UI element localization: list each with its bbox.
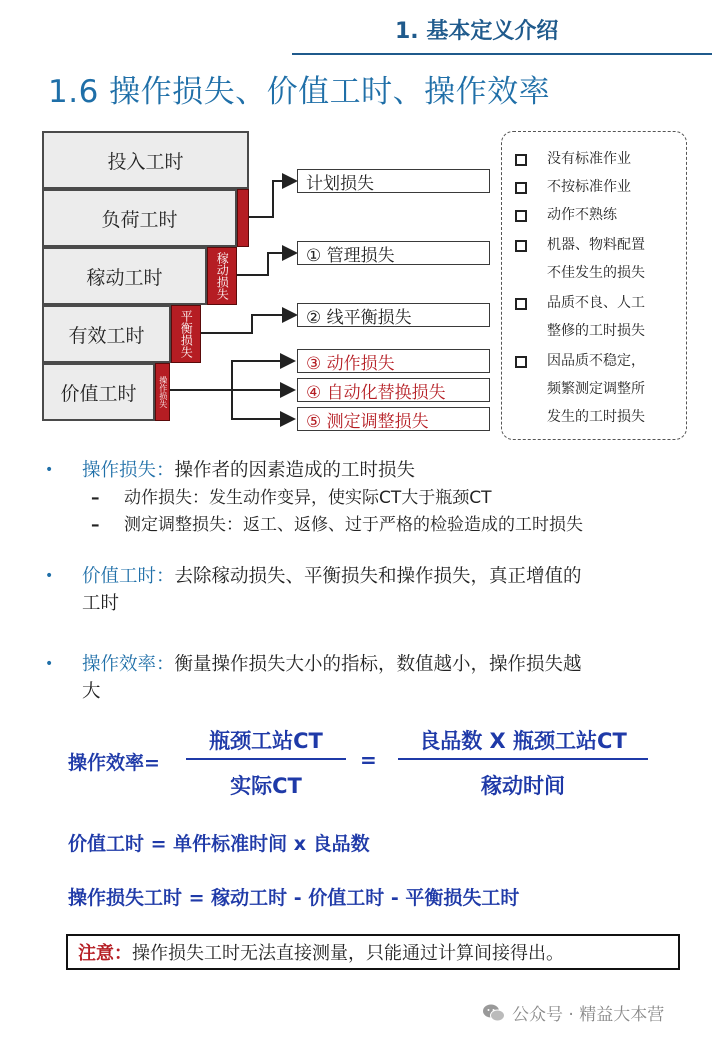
arrow-plan-loss — [249, 181, 296, 217]
checkbox-icon — [515, 240, 527, 252]
checkbox-icon — [515, 182, 527, 194]
checklist-item: 品质不良、人工 整修的工时损失 — [515, 289, 675, 345]
bar-value-time — [42, 363, 155, 421]
checklist-item: 因品质不稳定， 频繁测定调整所 发生的工时损失 — [515, 347, 675, 431]
bar-label: 稼动工时 — [86, 266, 163, 289]
loss-label-line-balance: ② 线平衡损失 — [297, 303, 490, 327]
dash-icon: – — [91, 488, 100, 508]
arrow-management-loss — [237, 253, 296, 275]
note-box — [66, 934, 680, 970]
dash-icon: – — [91, 515, 100, 535]
fraction2-bar — [398, 758, 648, 760]
bar-input-time — [42, 131, 249, 189]
loss-label-measure-adjust: ⑤ 测定调整损失 — [297, 407, 490, 431]
fraction1-bar — [186, 758, 346, 760]
fraction1-numerator: 瓶颈工站CT — [209, 729, 323, 753]
arrow-motion-loss — [232, 361, 294, 390]
checklist-item: 动作不熟练 — [515, 201, 675, 229]
bullet-operation-efficiency — [45, 651, 682, 705]
bar-effective-time — [42, 305, 171, 363]
bullet-text: 操作者的因素造成的工时损失 — [174, 460, 416, 481]
bullet-text: 衡量操作损失大小的指标，数值越小，操作损失越 — [174, 654, 582, 675]
note-label: 注意： — [78, 943, 132, 964]
bullet-operator-loss — [45, 457, 682, 484]
bar-label: 负荷工时 — [101, 208, 178, 231]
bullet-term: 操作损失： — [82, 460, 175, 481]
page-title: 1.6 操作损失、价值工时、操作效率 — [48, 74, 551, 110]
arrow-balance-loss — [201, 315, 296, 333]
loss-label-motion: ③ 动作损失 — [297, 349, 490, 373]
bullet-dot-icon: • — [45, 462, 54, 478]
loss-label-automation: ④ 自动化替换损失 — [297, 378, 490, 402]
bullet-dot-icon: • — [45, 568, 54, 584]
fraction2-denominator: 稼动时间 — [481, 774, 565, 798]
checklist-item: 机器、物料配置 不佳发生的损失 — [515, 231, 675, 287]
bar-load-time — [42, 189, 237, 247]
loss-label-management: ① 管理损失 — [297, 241, 490, 265]
checkbox-icon — [515, 298, 527, 310]
bullet-text: 工时 — [82, 593, 120, 614]
fraction2-numerator: 良品数 X 瓶颈工站CT — [419, 729, 627, 753]
watermark — [482, 1000, 664, 1025]
tag-operation-loss: 稼动损失 — [207, 247, 237, 305]
bullet-term: 价值工时： — [82, 566, 175, 587]
bar-label: 投入工时 — [107, 150, 184, 173]
bullet-text: 去除稼动损失、平衡损失和操作损失，真正增值的 — [174, 566, 582, 587]
tag-operator-loss: 操作损失 — [155, 363, 170, 421]
plan-loss-strip — [237, 189, 249, 247]
bar-label: 有效工时 — [68, 324, 145, 347]
checklist-item: 没有标准作业 — [515, 145, 675, 173]
fraction1-denominator: 实际CT — [230, 774, 302, 798]
checkbox-icon — [515, 356, 527, 368]
tag-balance-loss: 平衡损失 — [171, 305, 201, 363]
formula-value-time: 价值工时 = 单件标准时间 x 良品数 — [68, 833, 370, 855]
formula-operation-loss-time: 操作损失工时 = 稼动工时 - 价值工时 - 平衡损失工时 — [68, 887, 520, 909]
header-rule — [292, 53, 712, 55]
sub-bullet-motion-loss: – 动作损失：发生动作变异，使实际CT大于瓶颈CT — [124, 485, 694, 511]
bullet-dot-icon: • — [45, 656, 54, 672]
formula-efficiency-label: 操作效率= — [68, 752, 160, 774]
bar-operation-time — [42, 247, 207, 305]
bar-label: 价值工时 — [60, 382, 137, 405]
bullet-value-time — [45, 563, 682, 617]
sub-bullet-measure-loss: – 测定调整损失：返工、返修、过于严格的检验造成的工时损失 — [124, 512, 704, 538]
section-header: 1. 基本定义介绍 — [395, 19, 559, 44]
wechat-icon — [482, 1003, 506, 1023]
checklist-item: 不按标准作业 — [515, 173, 675, 201]
loss-label-plan: 计划损失 — [297, 169, 490, 193]
note-text: 操作损失工时无法直接测量，只能通过计算间接得出。 — [132, 943, 564, 964]
arrow-measure-loss — [232, 390, 294, 419]
bullet-term: 操作效率： — [82, 654, 175, 675]
watermark-text: 公众号 · 精益大本营 — [512, 1005, 665, 1025]
formula-equals: = — [360, 748, 377, 772]
checkbox-icon — [515, 210, 527, 222]
checkbox-icon — [515, 154, 527, 166]
bullet-text: 大 — [82, 681, 101, 702]
